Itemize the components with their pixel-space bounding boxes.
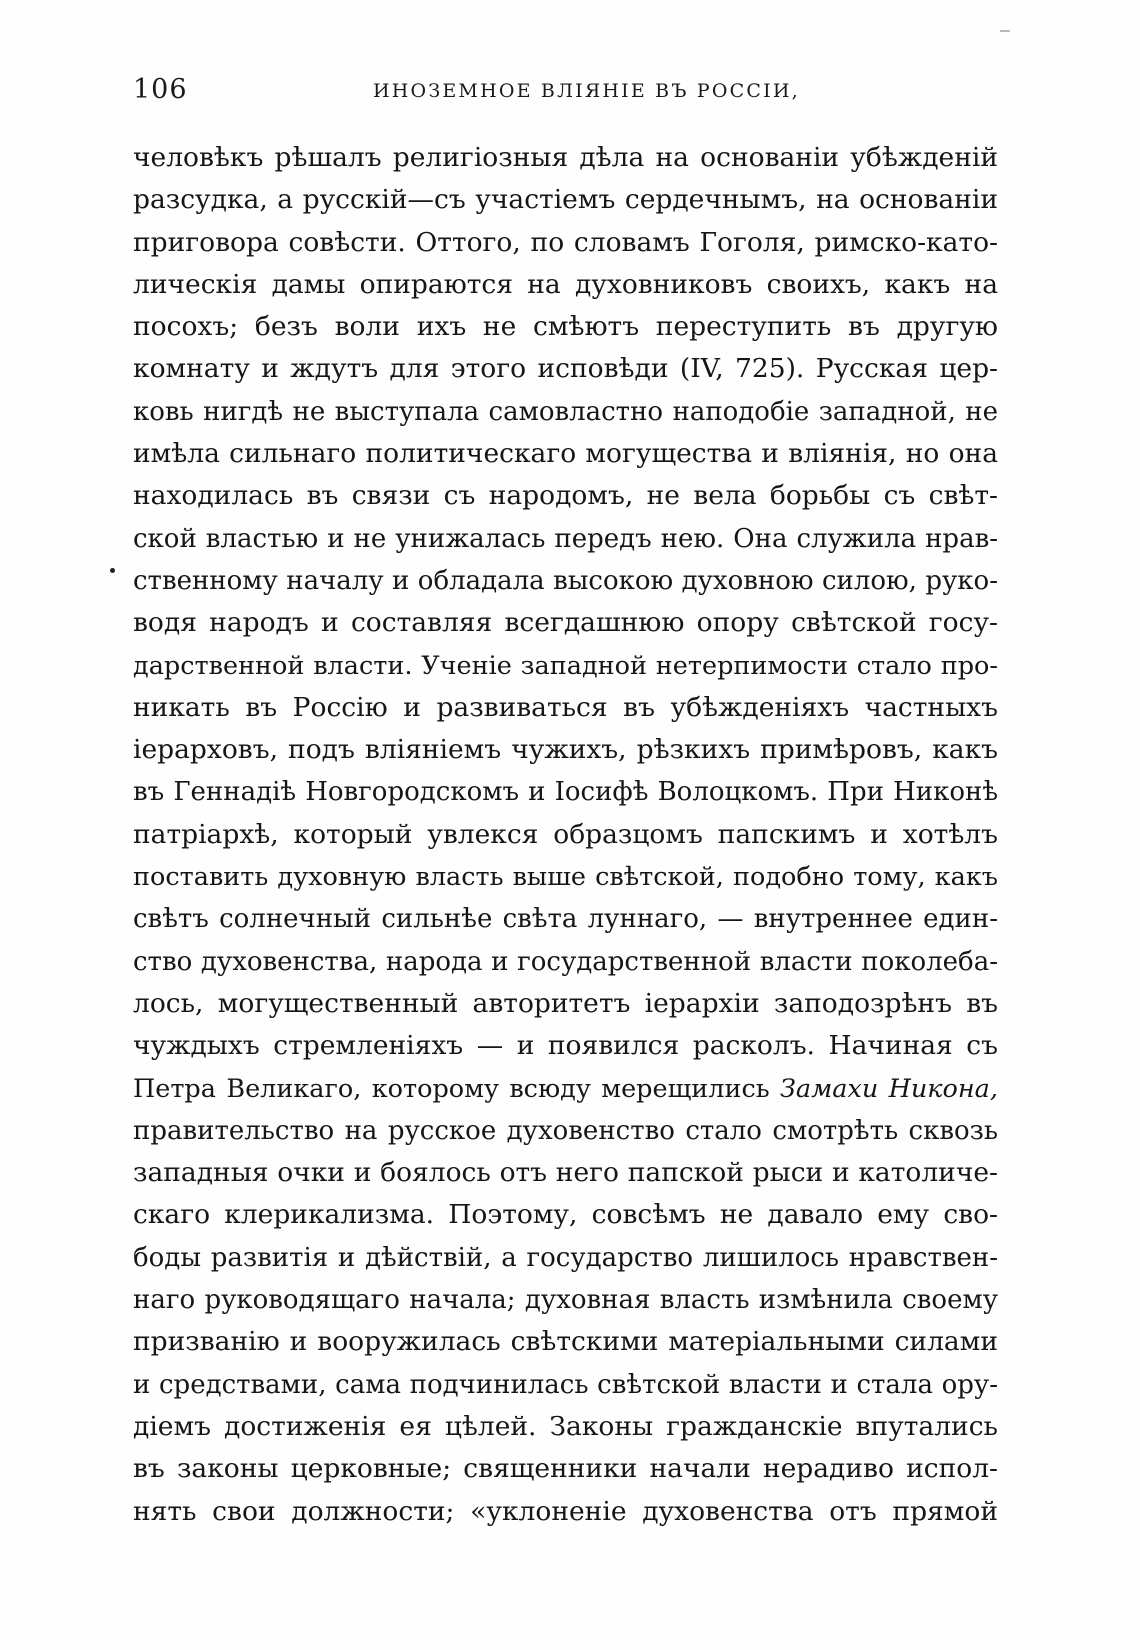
text-line: ство духовенства, народа и государственной власти поколеба- [133,946,998,977]
text-line: комнату и ждутъ для этого исповѣди (IV, 725). Русская цер- [133,353,998,385]
text-line: въ законы церковные; священники начали нерадиво испол- [133,1453,998,1485]
text-line: правительство на русское духовенство стало смотрѣть сквозь [133,1115,998,1146]
text-line: призванію и вооружилась свѣтскими матеріальными силами [133,1326,998,1358]
text-line: іерарховъ, подъ вліяніемъ чужихъ, рѣзкихъ примѣровъ, какъ [133,734,998,766]
text-line: патріархѣ, который увлекся образцомъ папскимъ и хотѣлъ [133,818,998,850]
text-line: никать въ Россію и развиваться въ убѣжденіяхъ частныхъ [133,691,998,723]
scan-mark [1000,30,1010,32]
text-line: человѣкъ рѣшалъ религіозныя дѣла на основаніи убѣжденій [133,142,998,173]
running-title: ИНОЗЕМНОЕ ВЛІЯНІЕ ВЪ РОССІИ, [373,80,800,102]
text-line: приговора совѣсти. Оттого, по словамъ Гоголя, римско-като- [133,226,998,258]
text-line: ской властью и не унижалась передъ нею. Она служила нрав- [133,523,998,554]
text-line: и средствами, сама подчинилась свѣтской власти и стала ору- [133,1369,998,1400]
text-line: боды развитія и дѣйствій, а государство лишилось нравствен- [133,1242,998,1273]
text-line: лическія дамы опираются на духовниковъ своихъ, какъ на [133,268,998,300]
text-line: дарственной власти. Ученіе западной нетерпимости стало про- [133,650,998,681]
text-line: ственному началу и обладала высокою духовною силою, руко- [133,565,998,596]
text-line: нять свои должности; «уклоненіе духовенства отъ прямой [133,1495,998,1527]
body-text [133,137,1003,1533]
text-line: посохъ; безъ воли ихъ не смѣютъ переступить въ другую [133,311,998,343]
text-line: находилась въ связи съ народомъ, не вела борьбы съ свѣт- [133,480,998,512]
text-line: наго руководящаго начала; духовная власть измѣнила своему [133,1285,998,1316]
text-line: скаго клерикализма. Поэтому, совсѣмъ не давало ему сво- [133,1199,998,1231]
text-line: лось, могущественный авторитетъ іерархіи заподозрѣнъ въ [133,987,998,1019]
text-line: въ Геннадіѣ Новгородскомъ и Іосифѣ Волоцкомъ. При Никонѣ [133,777,998,808]
text-segment: Петра Великаго, которому всюду мерещились [133,1073,770,1104]
text-line: разсудка, а русскій—съ участіемъ сердечнымъ, на основаніи [133,184,998,216]
text-line: имѣла сильнаго политическаго могущества и вліянія, но она [133,438,998,470]
text-line: чуждыхъ стремленіяхъ — и появился расколъ. Начиная съ [133,1030,998,1062]
text-line: свѣтъ солнечный сильнѣе свѣта луннаго, — внутреннее един- [133,904,998,935]
text-line-with-italic [133,1068,998,1110]
text-line: водя народъ и составляя всегдашнюю опору свѣтской госу- [133,607,998,639]
italic-phrase: Замахи Никона, [780,1073,998,1104]
page-header [133,74,998,114]
text-line: поставить духовную власть выше свѣтской, подобно тому, какъ [133,862,998,893]
text-line: западныя очки и боялось отъ него папской рыси и католиче- [133,1157,998,1189]
text-line: ковь нигдѣ не выступала самовластно наподобіе западной, не [133,396,998,427]
page-number: 106 [133,74,188,105]
ink-speck [110,568,115,573]
text-line: діемъ достиженія ея цѣлей. Законы гражданскіе впутались [133,1410,998,1442]
